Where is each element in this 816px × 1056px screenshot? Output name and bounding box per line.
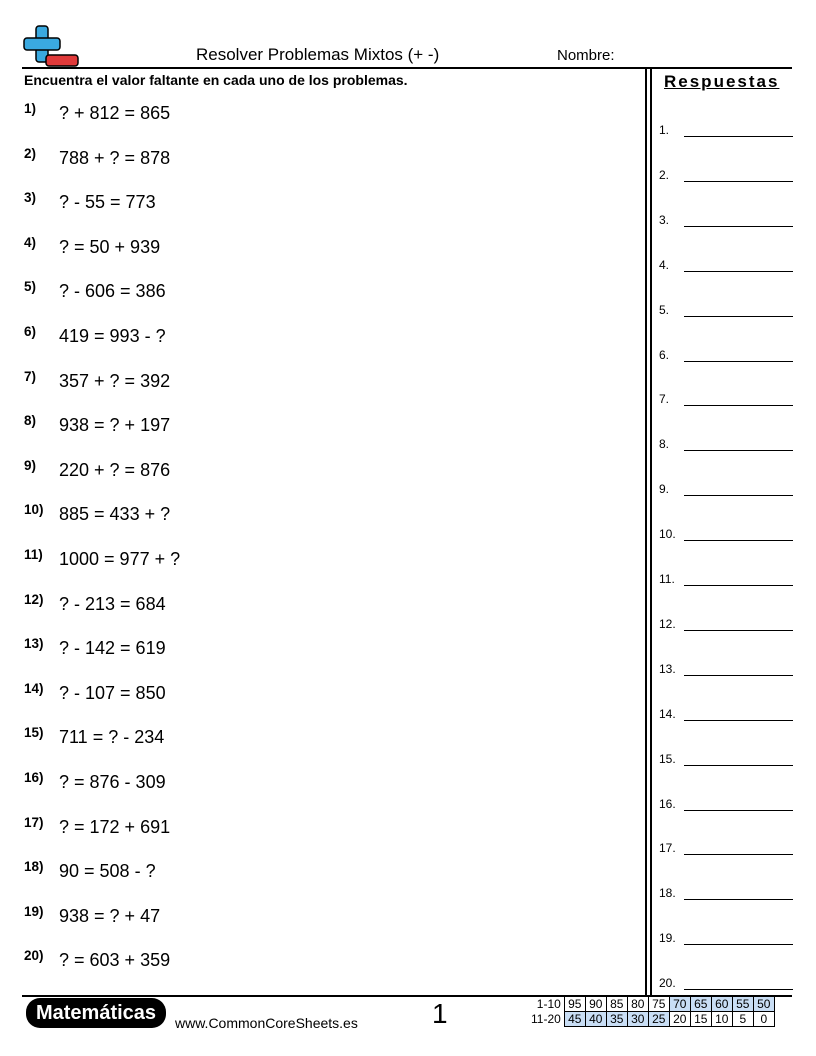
problem-number: 1) — [24, 101, 37, 116]
instructions: Encuentra el valor faltante en cada uno de los problemas. — [24, 72, 408, 88]
answer-label: 2. — [659, 167, 670, 182]
answer-label: 8. — [659, 437, 670, 452]
score-cell: 10 — [711, 1012, 732, 1027]
answer-label: 6. — [659, 347, 670, 362]
score-cell: 20 — [669, 1012, 690, 1027]
answer-label: 15. — [659, 751, 676, 766]
problem-number: 4) — [24, 234, 37, 250]
score-row — [529, 997, 774, 1012]
problem-number: 18) — [24, 859, 44, 875]
score-cell: 90 — [585, 997, 606, 1012]
problem-number: 15) — [24, 725, 44, 741]
problem-expression: ? - 107 = 850 — [59, 682, 166, 703]
answer-label: 13. — [659, 661, 676, 676]
answer-label: 1. — [659, 123, 670, 137]
problem-number: 12) — [24, 591, 44, 607]
answer-blank[interactable] — [684, 136, 793, 137]
answer-label: 10. — [659, 527, 676, 542]
problem-expression: ? = 603 + 359 — [59, 950, 171, 971]
problem-expression: ? - 213 = 684 — [59, 593, 166, 614]
answer-line-item[interactable] — [659, 480, 793, 500]
problem-number: 11) — [24, 547, 43, 562]
answer-label: 12. — [659, 616, 676, 631]
problem-number: 7) — [24, 368, 37, 384]
problem-expression: ? = 172 + 691 — [59, 816, 171, 837]
answer-label: 16. — [659, 796, 676, 811]
answers-title: Respuestas — [664, 72, 780, 91]
page-number: 1 — [432, 998, 448, 1029]
problem-number: 6) — [24, 324, 37, 339]
score-cell: 60 — [711, 997, 732, 1012]
problem-expression: 938 = ? + 197 — [59, 415, 171, 436]
score-cell: 35 — [606, 1012, 627, 1027]
answer-blank[interactable] — [684, 271, 793, 272]
problem-number: 14) — [24, 680, 44, 696]
answer-blank[interactable] — [684, 944, 793, 945]
problem-expression: 711 = ? - 234 — [59, 727, 165, 748]
score-table — [529, 996, 775, 1027]
score-cell: 30 — [627, 1012, 648, 1027]
problem-expression: 357 + ? = 392 — [59, 370, 171, 391]
answer-label: 17. — [659, 841, 676, 856]
score-cell: 80 — [627, 997, 648, 1012]
problem-number: 20) — [24, 948, 44, 964]
score-cell: 45 — [564, 1012, 585, 1027]
answer-line-item[interactable] — [659, 660, 793, 680]
answer-label: 11. — [659, 572, 675, 586]
answer-label: 14. — [659, 706, 676, 721]
answer-label: 7. — [659, 392, 670, 407]
answer-line-item[interactable] — [659, 750, 793, 770]
answer-line-item[interactable] — [659, 301, 793, 321]
answer-line-item[interactable] — [659, 525, 793, 545]
problem-expression: 90 = 508 - ? — [59, 861, 156, 882]
answer-blank[interactable] — [684, 630, 793, 631]
problem-number: 17) — [24, 814, 44, 830]
problem-expression: ? = 50 + 939 — [59, 236, 161, 257]
answer-label: 3. — [659, 212, 670, 227]
problem-number: 16) — [24, 770, 44, 785]
problem-number: 8) — [24, 413, 37, 429]
score-cell: 70 — [669, 997, 690, 1012]
name-label: Nombre: — [557, 47, 615, 64]
answer-line-item[interactable] — [659, 121, 793, 141]
answer-blank[interactable] — [684, 181, 793, 182]
answer-label: 9. — [659, 482, 670, 497]
score-cell: 95 — [564, 997, 585, 1012]
problem-number: 3) — [24, 190, 37, 206]
answer-blank[interactable] — [684, 316, 793, 317]
problem-number: 2) — [24, 145, 37, 161]
score-cell: 0 — [753, 1012, 774, 1027]
answer-line-item[interactable] — [659, 929, 793, 949]
answer-line-item[interactable] — [659, 974, 793, 994]
answer-line-item[interactable] — [659, 839, 793, 859]
answer-blank[interactable] — [684, 810, 793, 811]
score-cell: 85 — [606, 997, 627, 1012]
answer-blank[interactable] — [684, 720, 793, 721]
problem-number: 5) — [24, 279, 37, 295]
score-cell: 25 — [648, 1012, 669, 1027]
answer-line-item[interactable] — [659, 346, 793, 366]
column-divider — [645, 67, 647, 995]
score-row — [529, 1012, 774, 1027]
answer-label: 20. — [659, 976, 676, 991]
column-divider — [650, 67, 652, 995]
answer-line-item[interactable] — [659, 211, 793, 231]
problem-number: 9) — [24, 457, 37, 473]
answer-label: 4. — [659, 257, 670, 272]
answer-line-item[interactable] — [659, 795, 793, 815]
answer-blank[interactable] — [684, 899, 793, 900]
problem-expression: ? + 812 = 865 — [59, 103, 171, 123]
answer-blank[interactable] — [684, 450, 793, 451]
answer-blank[interactable] — [684, 540, 793, 541]
plus-minus-logo-icon — [22, 24, 80, 68]
problem-expression: ? - 55 = 773 — [59, 192, 156, 213]
score-cell: 65 — [690, 997, 711, 1012]
answer-blank[interactable] — [684, 495, 793, 496]
problem-number: 19) — [24, 903, 44, 919]
score-row-label: 1-10 — [536, 997, 561, 1011]
score-cell: 50 — [753, 997, 774, 1012]
answer-label: 19. — [659, 931, 676, 946]
worksheet-title: Resolver Problemas Mixtos (+ -) — [196, 45, 440, 64]
answer-line-item[interactable] — [659, 570, 793, 590]
answer-blank[interactable] — [684, 765, 793, 766]
problem-expression: 1000 = 977 + ? — [59, 549, 181, 569]
score-cell: 55 — [732, 997, 753, 1012]
problem-expression: 938 = ? + 47 — [59, 905, 161, 926]
answer-line-item[interactable] — [659, 166, 793, 186]
answer-blank[interactable] — [684, 675, 793, 676]
score-cell: 75 — [648, 997, 669, 1012]
problem-expression: ? = 876 - 309 — [59, 772, 166, 792]
problem-expression: ? - 606 = 386 — [59, 281, 166, 302]
brand-badge: Matemáticas — [26, 998, 166, 1028]
answer-blank[interactable] — [684, 854, 793, 855]
score-row-label: 11-20 — [531, 1012, 561, 1026]
answer-line-item[interactable] — [659, 705, 793, 725]
problem-number: 13) — [24, 636, 44, 652]
answer-label: 18. — [659, 886, 676, 901]
problem-expression: 885 = 433 + ? — [59, 504, 171, 525]
problem-expression: ? - 142 = 619 — [59, 638, 166, 659]
problem-expression: 788 + ? = 878 — [59, 147, 171, 168]
score-cell: 15 — [690, 1012, 711, 1027]
answer-blank[interactable] — [684, 226, 793, 227]
problem-expression: 419 = 993 - ? — [59, 326, 166, 346]
answer-blank[interactable] — [684, 585, 793, 586]
answer-line-item[interactable] — [659, 435, 793, 455]
answer-line-item[interactable] — [659, 615, 793, 635]
answer-line-item[interactable] — [659, 256, 793, 276]
score-cell: 5 — [732, 1012, 753, 1027]
answer-blank[interactable] — [684, 989, 793, 990]
problem-number: 10) — [24, 502, 44, 518]
answer-blank[interactable] — [684, 361, 793, 362]
site-url: www.CommonCoreSheets.es — [175, 1015, 358, 1031]
problem-expression: 220 + ? = 876 — [59, 459, 171, 480]
answer-label: 5. — [659, 302, 670, 317]
answer-line-item[interactable] — [659, 884, 793, 904]
answer-line-item[interactable] — [659, 390, 793, 410]
score-cell: 40 — [585, 1012, 606, 1027]
header-divider — [22, 67, 792, 69]
answer-blank[interactable] — [684, 405, 793, 406]
